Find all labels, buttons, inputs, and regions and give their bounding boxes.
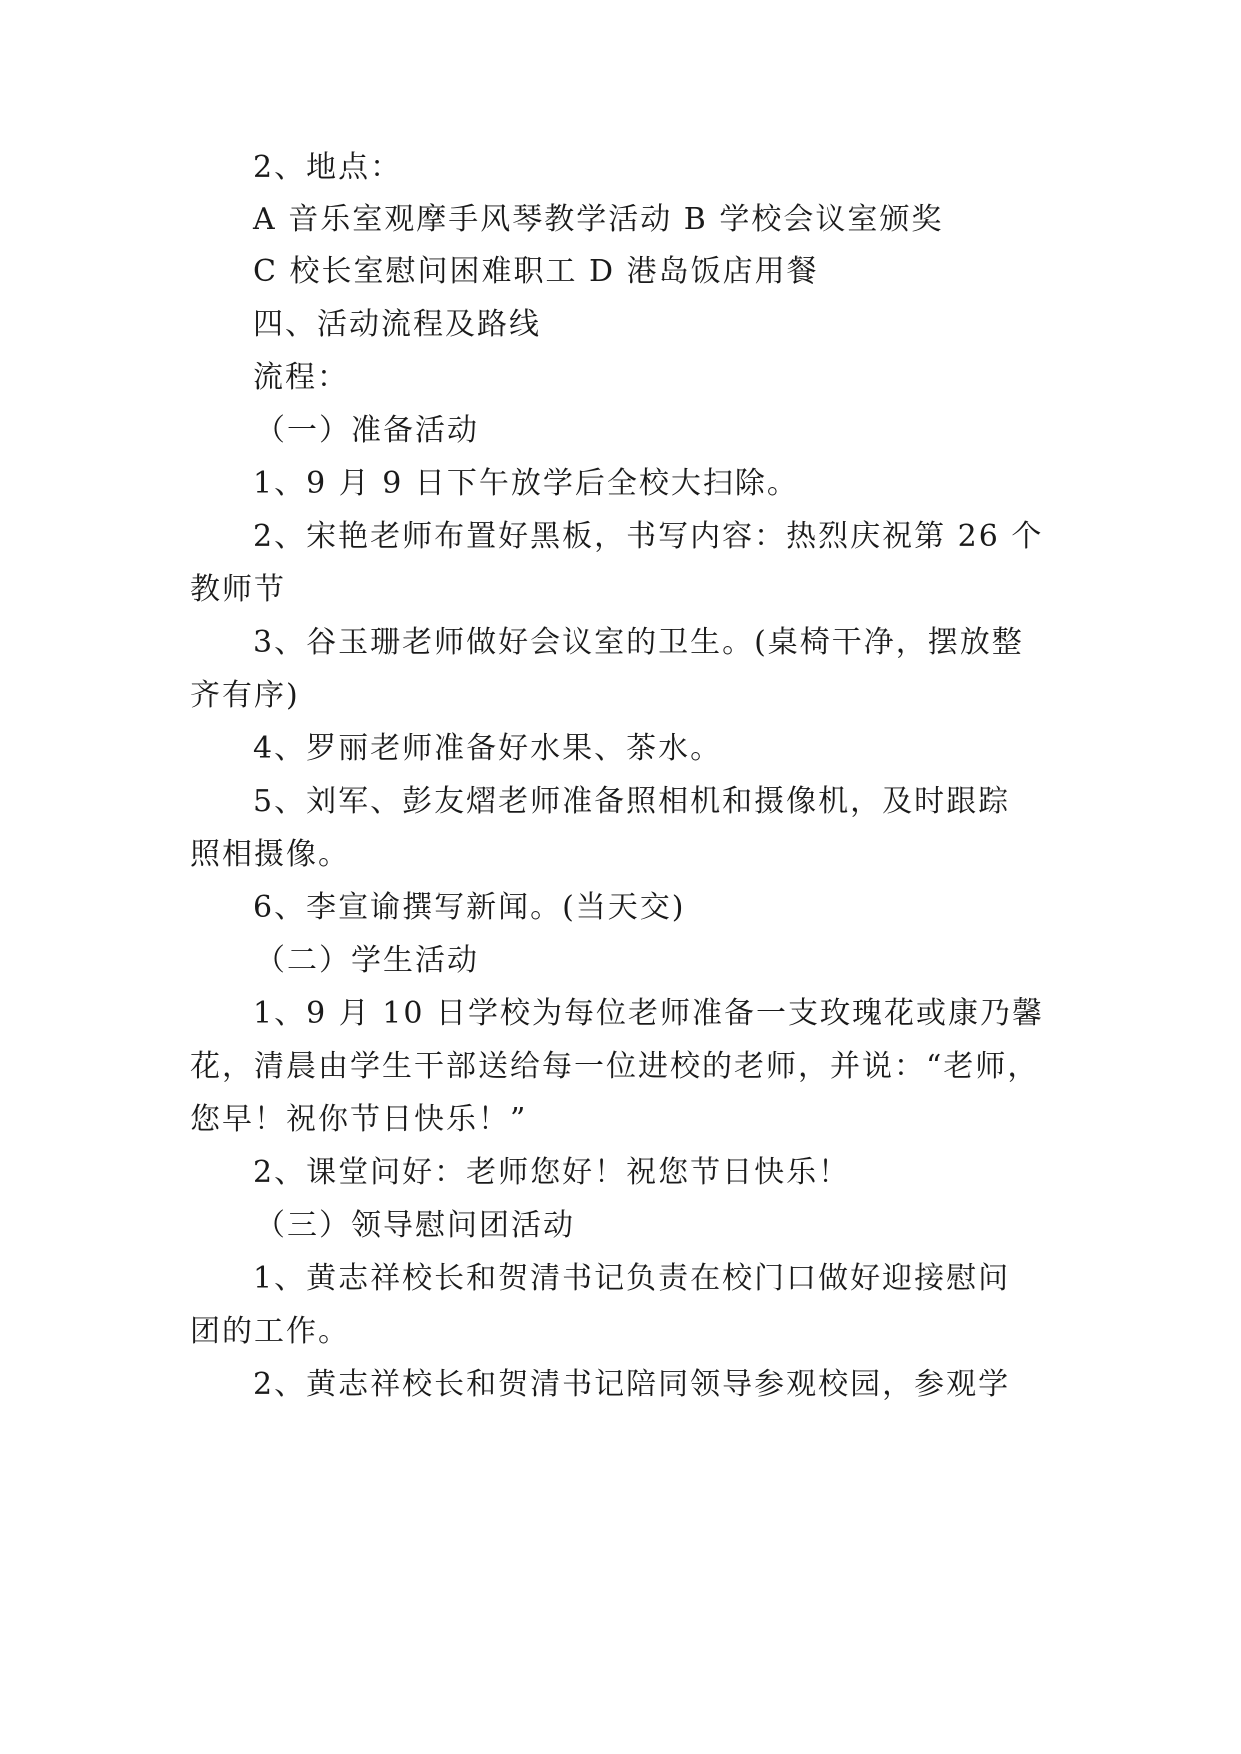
prep-item-5-cont: 照相摄像。	[190, 837, 350, 872]
location-heading: 2、地点：	[253, 150, 403, 185]
student-item-1-cont2: 您早！祝你节日快乐！”	[190, 1102, 528, 1137]
prep-item-2: 2、宋艳老师布置好黑板，书写内容：热烈庆祝第 26 个	[253, 519, 1044, 554]
leader-item-2: 2、黄志祥校长和贺清书记陪同领导参观校园，参观学	[253, 1367, 1011, 1402]
prep-item-3-cont: 齐有序)	[190, 678, 300, 713]
student-item-1-cont: 花，清晨由学生干部送给每一位进校的老师，并说：“老师，	[190, 1049, 1040, 1084]
prep-item-3: 3、谷玉珊老师做好会议室的卫生。(桌椅干净，摆放整	[253, 625, 1024, 660]
subsection-prep: （一）准备活动	[255, 413, 479, 448]
section-heading-flow: 四、活动流程及路线	[253, 307, 541, 342]
prep-item-1: 1、9 月 9 日下午放学后全校大扫除。	[253, 466, 799, 501]
prep-item-2-cont: 教师节	[190, 572, 286, 607]
prep-item-6: 6、李宣谕撰写新闻。(当天交)	[253, 890, 686, 925]
student-item-1: 1、9 月 10 日学校为每位老师准备一支玫瑰花或康乃馨	[253, 996, 1044, 1031]
prep-item-4: 4、罗丽老师准备好水果、茶水。	[253, 731, 723, 766]
subsection-students: （二）学生活动	[255, 943, 479, 978]
location-item-cd: C 校长室慰问困难职工 D 港岛饭店用餐	[253, 254, 819, 289]
leader-item-1-cont: 团的工作。	[190, 1314, 350, 1349]
leader-item-1: 1、黄志祥校长和贺清书记负责在校门口做好迎接慰问	[253, 1261, 1011, 1296]
flow-label: 流程：	[253, 360, 349, 395]
location-item-ab: A 音乐室观摩手风琴教学活动 B 学校会议室颁奖	[253, 202, 944, 237]
student-item-2: 2、课堂问好：老师您好！祝您节日快乐！	[253, 1155, 851, 1190]
subsection-leaders: （三）领导慰问团活动	[255, 1208, 575, 1243]
prep-item-5: 5、刘军、彭友熠老师准备照相机和摄像机，及时跟踪	[253, 784, 1011, 819]
